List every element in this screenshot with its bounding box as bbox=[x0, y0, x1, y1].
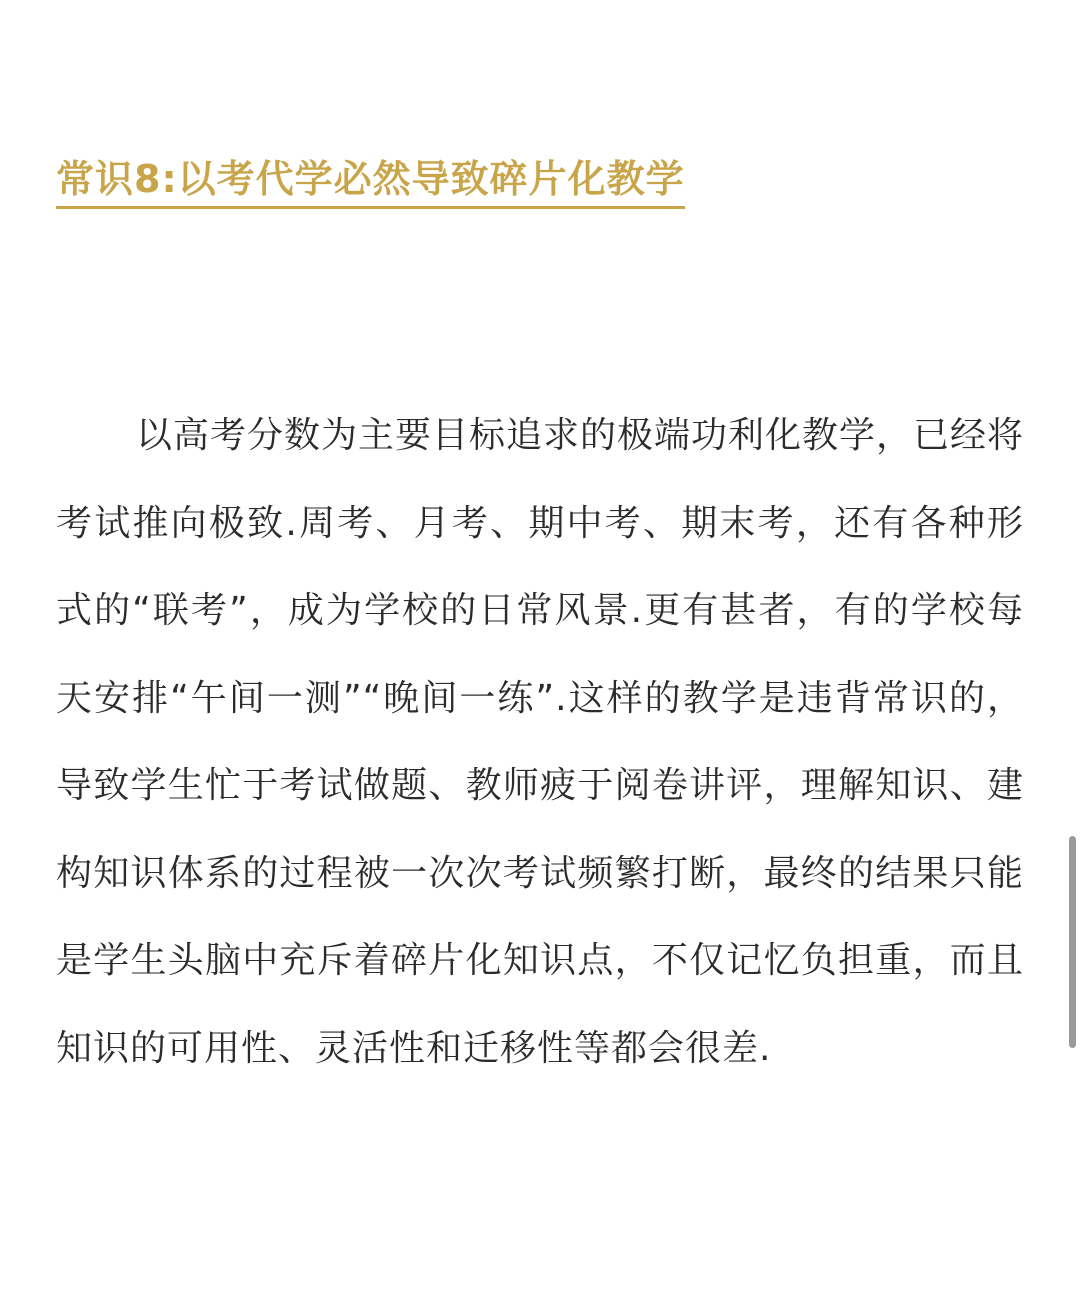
vertical-scrollbar[interactable] bbox=[1069, 836, 1076, 1048]
article-paragraph: 以高考分数为主要目标追求的极端功利化教学，已经将考试推向极致.周考、月考、期中考、期末考，还有各种形式的“联考”，成为学校的日常风景.更有甚者，有的学校每天安排“午间一测”“晚间一练”.这样的教学是违背常识的，导致学生忙于考试做题、教师疲于阅卷讲评，理解知识、建构知识体系的过程被一次次考试频繁打断，最终的结果只能是学生头脑中充斥着碎片化知识点，不仅记忆负担重，而且知识的可用性、灵活性和迁移性等都会很差. bbox=[56, 415, 1025, 1069]
section-title: 常识8:以考代学必然导致碎片化教学 bbox=[56, 154, 685, 209]
